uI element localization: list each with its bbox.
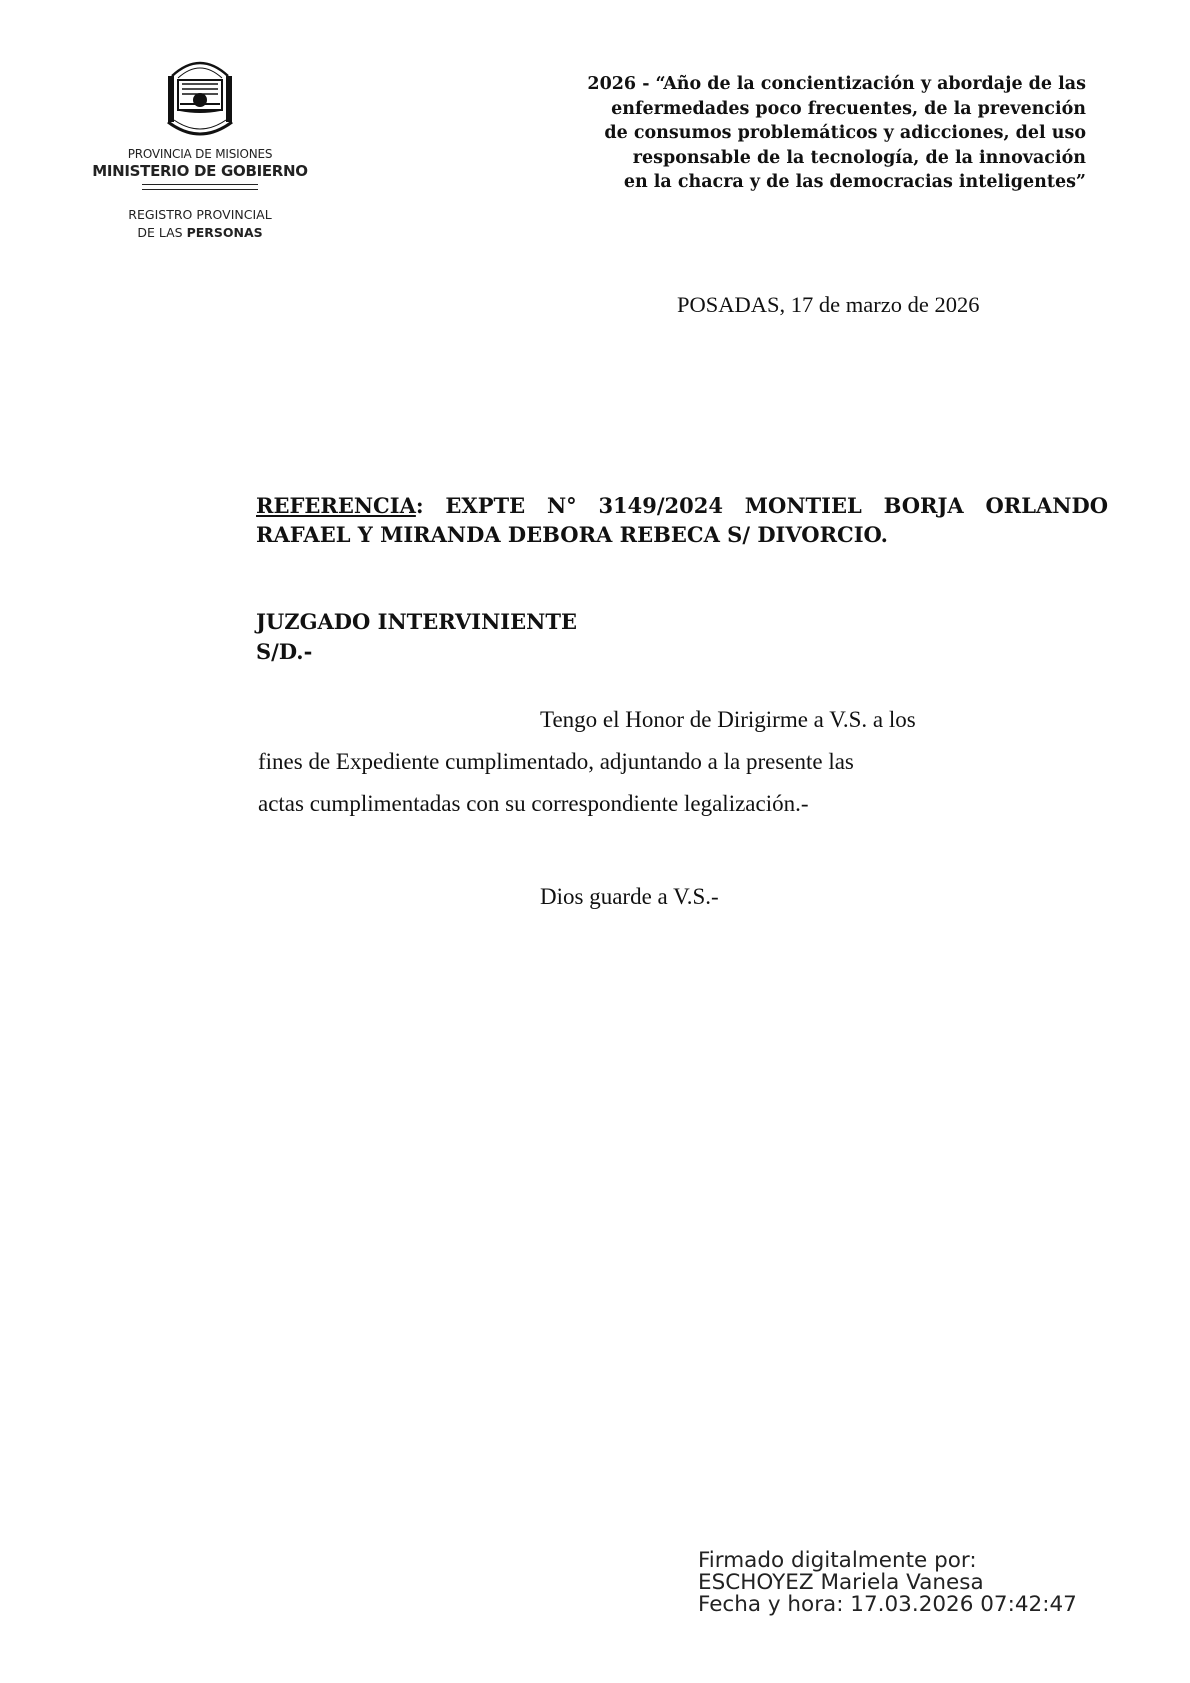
closing-formula: Dios guarde a V.S.- [540,884,719,909]
motto-line: 2026 - “Año de la concientización y abordaje de las [587,74,1086,94]
registry-label-line2 [80,225,320,240]
date-line: POSADAS, 17 de marzo de 2026 [677,292,980,317]
registry-label-emphasis: PERSONAS [186,225,263,240]
reference-label: REFERENCIA [256,493,416,518]
official-year-motto [526,72,1086,195]
signature-timestamp: Fecha y hora: 17.03.2026 07:42:47 [698,1592,1077,1617]
motto-line: responsable de la tecnología, de la innovación [632,147,1086,168]
motto-line: de consumos problemáticos y adicciones, del uso [604,123,1086,143]
provincial-coat-of-arms-icon [160,54,240,139]
province-label: PROVINCIA DE MISIONES [127,147,273,161]
ministry-divider-secondary [142,189,258,190]
recipient-court: JUZGADO INTERVINIENTE [256,609,577,634]
ministry-label: MINISTERIO DE GOBIERNO [92,162,308,180]
reference-case-number: : EXPTE N° 3149/2024 MONTIEL BORJA ORLANDO [415,493,1108,518]
ministry-divider [142,184,258,185]
recipient-block [256,607,577,667]
body-paragraph-line-3: actas cumplimentadas con su correspondiente legalización.- [258,791,809,816]
body-paragraph-line-1: Tengo el Honor de Dirigirme a V.S. a los [540,707,916,732]
recipient-sd: S/D.- [256,639,313,664]
registry-label-prefix: DE LAS [137,225,187,240]
signature-signer: ESCHOYEZ Mariela Vanesa [698,1570,984,1595]
reference-line-2: RAFAEL Y MIRANDA DEBORA REBECA S/ DIVORCIO. [256,522,888,547]
registry-label-line1: REGISTRO PROVINCIAL [128,207,272,222]
signature-caption: Firmado digitalmente por: [698,1548,977,1573]
motto-line: enfermedades poco frecuentes, de la prevención [611,98,1086,119]
reference-line-1 [256,493,1108,518]
digital-signature [698,1550,1077,1616]
motto-line: en la chacra y de las democracias inteligentes” [623,172,1086,192]
body-paragraph-line-2: fines de Expediente cumplimentado, adjuntando a la presente las [258,749,854,774]
